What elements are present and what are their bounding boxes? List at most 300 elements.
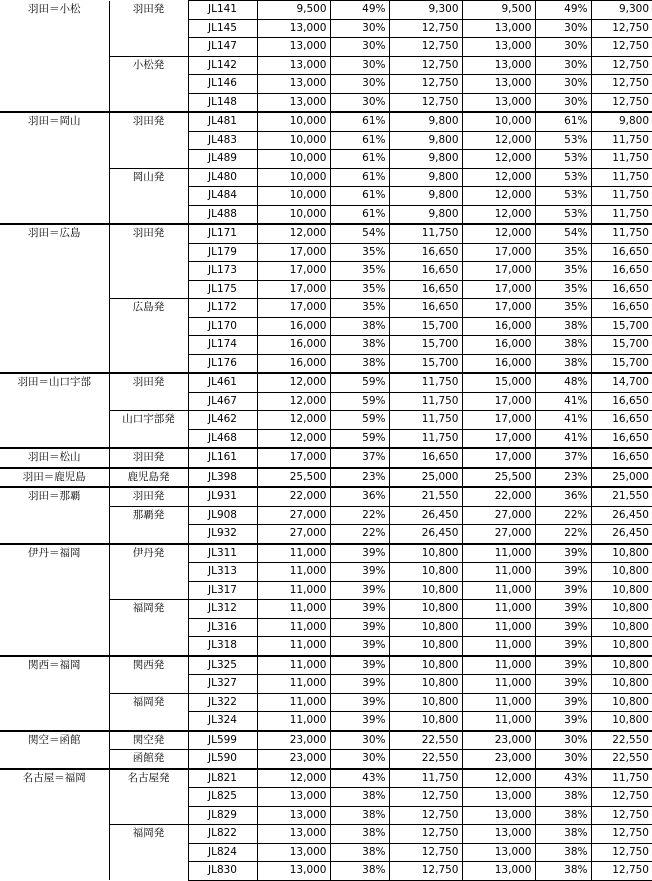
- fare-cell: 11,000: [462, 675, 535, 694]
- discounted-fare-cell: 16,650: [389, 299, 462, 318]
- discount-rate-cell: 23%: [535, 468, 591, 488]
- discount-rate-cell: 30%: [330, 750, 389, 769]
- discounted-fare-cell: 10,800: [389, 618, 462, 637]
- fare-cell: 12,000: [462, 131, 535, 150]
- discount-rate-cell: 35%: [535, 280, 591, 299]
- discount-rate-cell: 35%: [535, 262, 591, 281]
- discount-rate-cell: 38%: [330, 825, 389, 844]
- direction-cell: 函館発: [109, 750, 188, 769]
- route-cell: 羽田＝岡山: [0, 112, 109, 224]
- discounted-fare-cell: 12,750: [389, 788, 462, 807]
- discounted-fare-cell: 16,650: [389, 448, 462, 468]
- discount-rate-cell: 49%: [535, 1, 591, 20]
- direction-cell: 関西発: [109, 656, 188, 694]
- fare-cell: 17,000: [462, 429, 535, 448]
- discounted-fare-cell: 10,800: [591, 544, 652, 563]
- route-cell: 関空＝函館: [0, 731, 109, 769]
- discounted-fare-cell: 10,800: [591, 618, 652, 637]
- discount-rate-cell: 53%: [535, 168, 591, 187]
- discount-rate-cell: 38%: [535, 825, 591, 844]
- discount-rate-cell: 54%: [535, 224, 591, 243]
- discount-rate-cell: 30%: [535, 56, 591, 75]
- discount-rate-cell: 37%: [535, 448, 591, 468]
- discount-rate-cell: 39%: [535, 600, 591, 619]
- discount-rate-cell: 39%: [535, 712, 591, 731]
- flight-number-cell: JL176: [188, 354, 257, 373]
- discount-rate-cell: 39%: [330, 563, 389, 582]
- discount-rate-cell: 39%: [330, 675, 389, 694]
- fare-cell: 23,000: [257, 731, 330, 750]
- discount-rate-cell: 41%: [535, 411, 591, 430]
- discount-rate-cell: 39%: [535, 618, 591, 637]
- flight-number-cell: JL932: [188, 525, 257, 544]
- flight-number-cell: JL462: [188, 411, 257, 430]
- flight-number-cell: JL172: [188, 299, 257, 318]
- discounted-fare-cell: 12,750: [591, 843, 652, 862]
- fare-cell: 13,000: [257, 38, 330, 57]
- discount-rate-cell: 39%: [535, 637, 591, 656]
- fare-cell: 16,000: [462, 354, 535, 373]
- discount-rate-cell: 39%: [330, 600, 389, 619]
- discounted-fare-cell: 16,650: [591, 262, 652, 281]
- fare-cell: 11,000: [257, 563, 330, 582]
- fare-cell: 11,000: [462, 563, 535, 582]
- fare-cell: 27,000: [257, 506, 330, 525]
- discount-rate-cell: 30%: [535, 93, 591, 112]
- flight-number-cell: JL830: [188, 862, 257, 881]
- discounted-fare-cell: 11,750: [591, 168, 652, 187]
- direction-cell: 福岡発: [109, 825, 188, 881]
- discount-rate-cell: 38%: [330, 788, 389, 807]
- direction-cell: 関空発: [109, 731, 188, 750]
- fare-cell: 12,000: [462, 205, 535, 224]
- direction-cell: 羽田発: [109, 487, 188, 506]
- route-cell: 羽田＝広島: [0, 224, 109, 373]
- fare-cell: 13,000: [257, 806, 330, 825]
- discount-rate-cell: 22%: [535, 506, 591, 525]
- flight-number-cell: JL829: [188, 806, 257, 825]
- discounted-fare-cell: 26,450: [389, 506, 462, 525]
- flight-number-cell: JL488: [188, 205, 257, 224]
- fare-cell: 12,000: [462, 150, 535, 169]
- flight-number-cell: JL599: [188, 731, 257, 750]
- fare-cell: 17,000: [462, 262, 535, 281]
- discounted-fare-cell: 12,750: [389, 38, 462, 57]
- discounted-fare-cell: 10,800: [591, 563, 652, 582]
- flight-number-cell: JL484: [188, 187, 257, 206]
- discounted-fare-cell: 15,700: [591, 354, 652, 373]
- direction-cell: 岡山発: [109, 168, 188, 224]
- fare-cell: 25,500: [462, 468, 535, 488]
- fare-cell: 10,000: [462, 112, 535, 131]
- discount-rate-cell: 38%: [535, 806, 591, 825]
- discounted-fare-cell: 9,800: [389, 168, 462, 187]
- discounted-fare-cell: 21,550: [389, 487, 462, 506]
- discounted-fare-cell: 16,650: [389, 262, 462, 281]
- flight-number-cell: JL161: [188, 448, 257, 468]
- flight-number-cell: JL461: [188, 373, 257, 392]
- discount-rate-cell: 39%: [535, 656, 591, 675]
- discount-rate-cell: 30%: [535, 19, 591, 38]
- discounted-fare-cell: 10,800: [591, 693, 652, 712]
- table-row: [0, 1, 652, 20]
- flight-number-cell: JL145: [188, 19, 257, 38]
- route-cell: 羽田＝小松: [0, 1, 109, 113]
- flight-number-cell: JL325: [188, 656, 257, 675]
- flight-number-cell: JL312: [188, 600, 257, 619]
- fare-cell: 11,000: [257, 712, 330, 731]
- discount-rate-cell: 38%: [330, 336, 389, 355]
- discounted-fare-cell: 15,700: [591, 317, 652, 336]
- flight-number-cell: JL931: [188, 487, 257, 506]
- discounted-fare-cell: 11,750: [389, 769, 462, 788]
- direction-cell: 羽田発: [109, 373, 188, 411]
- table-row: [0, 731, 652, 750]
- discounted-fare-cell: 26,450: [389, 525, 462, 544]
- fare-cell: 12,000: [462, 168, 535, 187]
- fare-table-body: [0, 1, 652, 881]
- fare-cell: 13,000: [257, 788, 330, 807]
- discounted-fare-cell: 12,750: [389, 56, 462, 75]
- flight-number-cell: JL175: [188, 280, 257, 299]
- discounted-fare-cell: 21,550: [591, 487, 652, 506]
- flight-number-cell: JL398: [188, 468, 257, 488]
- discounted-fare-cell: 15,700: [389, 354, 462, 373]
- discount-rate-cell: 30%: [535, 731, 591, 750]
- flight-number-cell: JL147: [188, 38, 257, 57]
- fare-cell: 23,000: [462, 750, 535, 769]
- discount-rate-cell: 38%: [330, 317, 389, 336]
- fare-cell: 10,000: [257, 168, 330, 187]
- discount-rate-cell: 30%: [330, 19, 389, 38]
- fare-cell: 17,000: [462, 243, 535, 262]
- flight-number-cell: JL489: [188, 150, 257, 169]
- flight-number-cell: JL146: [188, 75, 257, 94]
- discounted-fare-cell: 10,800: [591, 712, 652, 731]
- discounted-fare-cell: 10,800: [591, 637, 652, 656]
- discounted-fare-cell: 15,700: [389, 336, 462, 355]
- direction-cell: 羽田発: [109, 224, 188, 299]
- flight-number-cell: JL825: [188, 788, 257, 807]
- discount-rate-cell: 38%: [535, 354, 591, 373]
- flight-number-cell: JL318: [188, 637, 257, 656]
- discounted-fare-cell: 12,750: [591, 788, 652, 807]
- fare-cell: 13,000: [257, 75, 330, 94]
- direction-cell: 羽田発: [109, 448, 188, 468]
- discounted-fare-cell: 16,650: [591, 280, 652, 299]
- fare-cell: 17,000: [462, 299, 535, 318]
- direction-cell: 福岡発: [109, 693, 188, 731]
- discount-rate-cell: 39%: [330, 712, 389, 731]
- route-cell: 羽田＝那覇: [0, 487, 109, 544]
- fare-cell: 11,000: [462, 712, 535, 731]
- direction-cell: 福岡発: [109, 600, 188, 656]
- discount-rate-cell: 39%: [535, 581, 591, 600]
- flight-number-cell: JL908: [188, 506, 257, 525]
- fare-cell: 11,000: [257, 544, 330, 563]
- discount-rate-cell: 59%: [330, 373, 389, 392]
- discount-rate-cell: 30%: [330, 93, 389, 112]
- discount-rate-cell: 30%: [330, 38, 389, 57]
- fare-cell: 11,000: [257, 637, 330, 656]
- discount-rate-cell: 61%: [330, 150, 389, 169]
- fare-cell: 13,000: [257, 862, 330, 881]
- fare-cell: 9,500: [462, 1, 535, 20]
- fare-cell: 13,000: [462, 788, 535, 807]
- discount-rate-cell: 59%: [330, 411, 389, 430]
- discount-rate-cell: 30%: [535, 75, 591, 94]
- fare-cell: 11,000: [462, 656, 535, 675]
- discount-rate-cell: 39%: [330, 656, 389, 675]
- table-row: [0, 224, 652, 243]
- discount-rate-cell: 61%: [330, 131, 389, 150]
- flight-number-cell: JL467: [188, 392, 257, 411]
- flight-number-cell: JL590: [188, 750, 257, 769]
- discount-rate-cell: 53%: [535, 150, 591, 169]
- discounted-fare-cell: 26,450: [591, 525, 652, 544]
- table-row: [0, 373, 652, 392]
- discounted-fare-cell: 11,750: [389, 373, 462, 392]
- discount-rate-cell: 49%: [330, 1, 389, 20]
- direction-cell: 鹿児島発: [109, 468, 188, 488]
- discounted-fare-cell: 10,800: [591, 581, 652, 600]
- fare-cell: 12,000: [257, 411, 330, 430]
- flight-number-cell: JL824: [188, 843, 257, 862]
- fare-cell: 13,000: [462, 19, 535, 38]
- flight-number-cell: JL174: [188, 336, 257, 355]
- fare-cell: 27,000: [462, 525, 535, 544]
- table-row: [0, 656, 652, 675]
- fare-cell: 11,000: [462, 581, 535, 600]
- fare-cell: 11,000: [462, 693, 535, 712]
- discount-rate-cell: 53%: [535, 187, 591, 206]
- discount-rate-cell: 36%: [330, 487, 389, 506]
- discounted-fare-cell: 14,700: [591, 373, 652, 392]
- discounted-fare-cell: 12,750: [591, 806, 652, 825]
- discount-rate-cell: 38%: [330, 354, 389, 373]
- discount-rate-cell: 30%: [330, 75, 389, 94]
- discount-rate-cell: 39%: [330, 693, 389, 712]
- discount-rate-cell: 48%: [535, 373, 591, 392]
- discounted-fare-cell: 11,750: [591, 224, 652, 243]
- discounted-fare-cell: 12,750: [389, 825, 462, 844]
- route-cell: 伊丹＝福岡: [0, 544, 109, 656]
- discounted-fare-cell: 10,800: [389, 544, 462, 563]
- fare-cell: 10,000: [257, 150, 330, 169]
- discount-rate-cell: 36%: [535, 487, 591, 506]
- table-row: [0, 544, 652, 563]
- discounted-fare-cell: 16,650: [591, 448, 652, 468]
- fare-cell: 11,000: [462, 544, 535, 563]
- fare-cell: 11,000: [257, 618, 330, 637]
- discounted-fare-cell: 10,800: [389, 637, 462, 656]
- discounted-fare-cell: 9,300: [389, 1, 462, 20]
- discount-rate-cell: 53%: [535, 205, 591, 224]
- discount-rate-cell: 61%: [535, 112, 591, 131]
- discounted-fare-cell: 16,650: [591, 411, 652, 430]
- fare-cell: 13,000: [462, 75, 535, 94]
- discounted-fare-cell: 9,800: [389, 112, 462, 131]
- discounted-fare-cell: 9,300: [591, 1, 652, 20]
- table-row: [0, 468, 652, 488]
- fare-cell: 11,000: [257, 656, 330, 675]
- discounted-fare-cell: 12,750: [389, 806, 462, 825]
- discount-rate-cell: 39%: [330, 637, 389, 656]
- flight-number-cell: JL173: [188, 262, 257, 281]
- discounted-fare-cell: 9,800: [591, 112, 652, 131]
- fare-cell: 22,000: [257, 487, 330, 506]
- table-row: [0, 487, 652, 506]
- discounted-fare-cell: 9,800: [389, 131, 462, 150]
- fare-cell: 11,000: [257, 600, 330, 619]
- discounted-fare-cell: 12,750: [591, 38, 652, 57]
- discount-rate-cell: 38%: [535, 336, 591, 355]
- flight-number-cell: JL327: [188, 675, 257, 694]
- fare-cell: 11,000: [462, 600, 535, 619]
- flight-number-cell: JL322: [188, 693, 257, 712]
- fare-cell: 25,500: [257, 468, 330, 488]
- discount-rate-cell: 35%: [535, 243, 591, 262]
- discounted-fare-cell: 16,650: [591, 299, 652, 318]
- fare-cell: 17,000: [257, 448, 330, 468]
- route-cell: 関西＝福岡: [0, 656, 109, 731]
- discounted-fare-cell: 12,750: [591, 19, 652, 38]
- direction-cell: 広島発: [109, 299, 188, 374]
- flight-number-cell: JL170: [188, 317, 257, 336]
- fare-cell: 11,000: [462, 618, 535, 637]
- route-cell: 羽田＝松山: [0, 448, 109, 468]
- discount-rate-cell: 39%: [330, 618, 389, 637]
- discounted-fare-cell: 15,700: [591, 336, 652, 355]
- table-row: [0, 112, 652, 131]
- flight-number-cell: JL316: [188, 618, 257, 637]
- fare-cell: 13,000: [462, 843, 535, 862]
- discount-rate-cell: 30%: [535, 38, 591, 57]
- discount-rate-cell: 38%: [535, 862, 591, 881]
- flight-number-cell: JL171: [188, 224, 257, 243]
- flight-number-cell: JL311: [188, 544, 257, 563]
- discount-rate-cell: 35%: [330, 299, 389, 318]
- flight-number-cell: JL313: [188, 563, 257, 582]
- discount-rate-cell: 43%: [535, 769, 591, 788]
- direction-cell: 伊丹発: [109, 544, 188, 600]
- discounted-fare-cell: 10,800: [591, 656, 652, 675]
- fare-cell: 13,000: [257, 56, 330, 75]
- fare-cell: 17,000: [462, 392, 535, 411]
- fare-cell: 22,000: [462, 487, 535, 506]
- discount-rate-cell: 37%: [330, 448, 389, 468]
- discount-rate-cell: 59%: [330, 392, 389, 411]
- fare-cell: 12,000: [257, 373, 330, 392]
- fare-cell: 16,000: [462, 317, 535, 336]
- fare-cell: 13,000: [257, 825, 330, 844]
- discounted-fare-cell: 9,800: [389, 150, 462, 169]
- direction-cell: 羽田発: [109, 112, 188, 168]
- fare-cell: 10,000: [257, 131, 330, 150]
- discounted-fare-cell: 22,550: [389, 731, 462, 750]
- route-cell: 名古屋＝福岡: [0, 769, 109, 881]
- fare-cell: 13,000: [462, 806, 535, 825]
- direction-cell: 羽田発: [109, 1, 188, 57]
- direction-cell: 山口宇部発: [109, 411, 188, 449]
- fare-cell: 12,000: [462, 224, 535, 243]
- fare-cell: 17,000: [462, 448, 535, 468]
- fare-cell: 15,000: [462, 373, 535, 392]
- discounted-fare-cell: 10,800: [389, 656, 462, 675]
- discount-rate-cell: 35%: [330, 262, 389, 281]
- discount-rate-cell: 38%: [330, 862, 389, 881]
- discount-rate-cell: 38%: [535, 843, 591, 862]
- fare-cell: 16,000: [462, 336, 535, 355]
- direction-cell: 那覇発: [109, 506, 188, 544]
- fare-cell: 13,000: [462, 93, 535, 112]
- discounted-fare-cell: 16,650: [591, 429, 652, 448]
- discount-rate-cell: 61%: [330, 187, 389, 206]
- flight-number-cell: JL317: [188, 581, 257, 600]
- discount-rate-cell: 41%: [535, 392, 591, 411]
- discount-rate-cell: 39%: [330, 581, 389, 600]
- fare-cell: 13,000: [462, 38, 535, 57]
- discounted-fare-cell: 9,800: [389, 205, 462, 224]
- discounted-fare-cell: 11,750: [389, 224, 462, 243]
- fare-cell: 16,000: [257, 354, 330, 373]
- discounted-fare-cell: 10,800: [591, 600, 652, 619]
- discount-rate-cell: 38%: [535, 788, 591, 807]
- discounted-fare-cell: 12,750: [591, 75, 652, 94]
- fare-cell: 13,000: [462, 862, 535, 881]
- discounted-fare-cell: 16,650: [389, 280, 462, 299]
- discounted-fare-cell: 10,800: [389, 712, 462, 731]
- fare-cell: 11,000: [257, 693, 330, 712]
- fare-cell: 12,000: [257, 224, 330, 243]
- discounted-fare-cell: 11,750: [389, 429, 462, 448]
- discount-rate-cell: 61%: [330, 205, 389, 224]
- discounted-fare-cell: 11,750: [591, 131, 652, 150]
- discount-rate-cell: 35%: [330, 243, 389, 262]
- fare-cell: 23,000: [462, 731, 535, 750]
- fare-cell: 13,000: [257, 843, 330, 862]
- discount-rate-cell: 35%: [330, 280, 389, 299]
- discounted-fare-cell: 11,750: [389, 392, 462, 411]
- discounted-fare-cell: 16,650: [591, 392, 652, 411]
- discounted-fare-cell: 12,750: [591, 862, 652, 881]
- fare-cell: 11,000: [257, 675, 330, 694]
- discount-rate-cell: 39%: [535, 544, 591, 563]
- direction-cell: 小松発: [109, 56, 188, 112]
- discounted-fare-cell: 22,550: [389, 750, 462, 769]
- discount-rate-cell: 22%: [330, 506, 389, 525]
- direction-cell: 名古屋発: [109, 769, 188, 825]
- discounted-fare-cell: 10,800: [389, 563, 462, 582]
- discount-rate-cell: 39%: [535, 675, 591, 694]
- fare-cell: 17,000: [257, 280, 330, 299]
- discount-rate-cell: 39%: [535, 563, 591, 582]
- fare-cell: 27,000: [462, 506, 535, 525]
- discounted-fare-cell: 12,750: [389, 75, 462, 94]
- discounted-fare-cell: 10,800: [389, 600, 462, 619]
- flight-number-cell: JL142: [188, 56, 257, 75]
- discount-rate-cell: 61%: [330, 112, 389, 131]
- flight-number-cell: JL821: [188, 769, 257, 788]
- discount-rate-cell: 41%: [535, 429, 591, 448]
- discounted-fare-cell: 12,750: [591, 93, 652, 112]
- discount-rate-cell: 30%: [535, 750, 591, 769]
- discounted-fare-cell: 12,750: [389, 862, 462, 881]
- fare-cell: 23,000: [257, 750, 330, 769]
- discounted-fare-cell: 11,750: [591, 150, 652, 169]
- discounted-fare-cell: 12,750: [389, 19, 462, 38]
- fare-cell: 13,000: [257, 19, 330, 38]
